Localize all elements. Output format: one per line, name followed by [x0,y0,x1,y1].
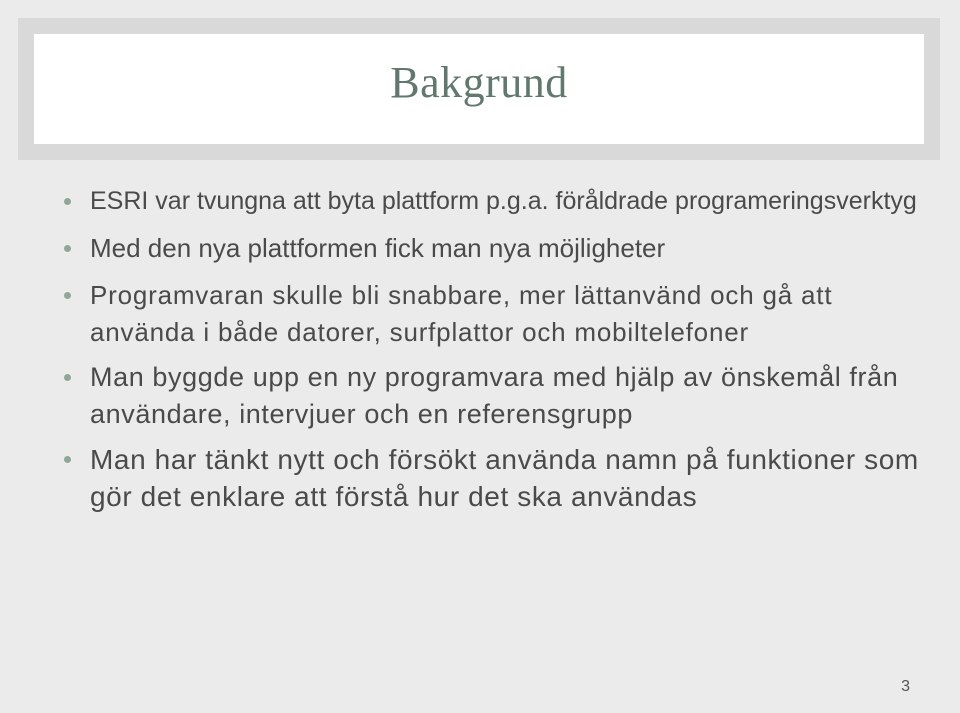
bullet-text: ESRI var tvungna att byta plattform p.g.a. föråldrade programeringsverktyg [90,187,917,215]
bullet-item [62,359,922,433]
bullet-dot-icon [64,245,71,252]
bullet-text: Man har tänkt nytt och försökt använda namn på funktioner som gör det enklare att förstå hur det ska användas [90,444,919,512]
bullet-dot-icon [64,374,71,381]
bullet-list [62,183,922,525]
bullet-item [62,441,922,515]
bullet-item [62,183,922,220]
page-number: 3 [901,678,910,695]
bullet-dot-icon [64,292,71,299]
bullet-text: Programvaran skulle bli snabbare, mer lättanvänd och gå att använda i både datorer, surfplattor och mobiltelefoner [90,280,833,347]
bullet-dot-icon [64,198,71,205]
bullet-text: Med den nya plattformen fick man nya möjligheter [90,233,666,263]
title-frame [18,18,940,160]
bullet-item [62,277,922,351]
bullet-item [62,230,922,267]
bullet-text: Man byggde upp en ny programvara med hjälp av önskemål från användare, intervjuer och en referensgrupp [90,362,899,429]
title-box [34,34,924,144]
bullet-dot-icon [64,456,71,463]
slide-title: Bakgrund [390,57,568,107]
